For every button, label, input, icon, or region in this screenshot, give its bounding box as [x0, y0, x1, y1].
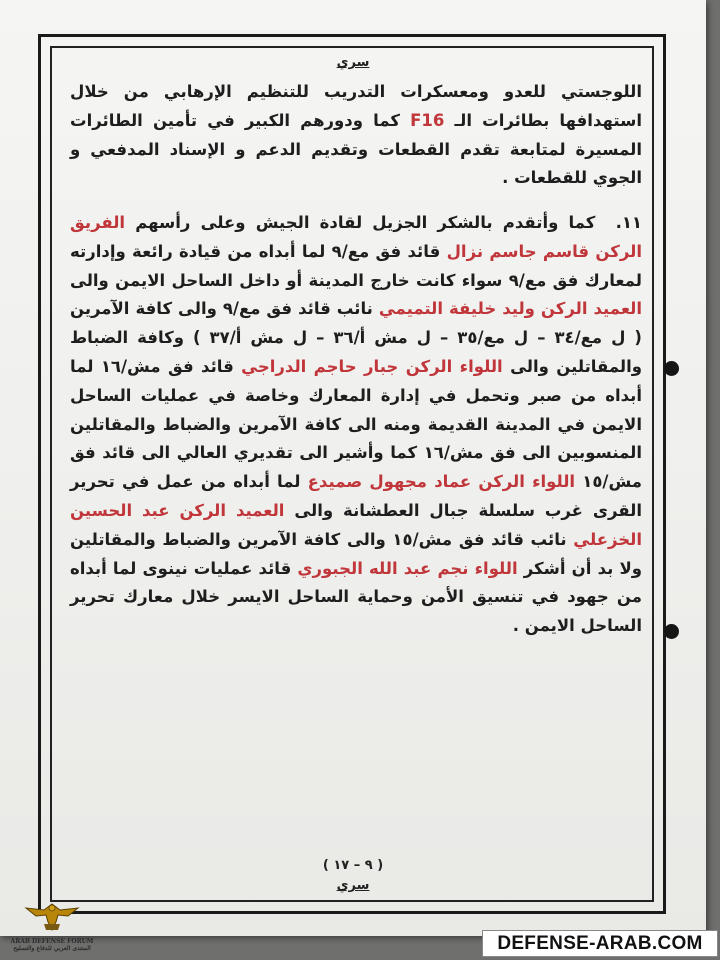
paragraph-segment: كما ودورهم الكبير في تأمين الطائرات المسيرة لمتابعة تقدم القطعات وتقديم الدعم و الإسناد المدفعي و الجوي للقطعات . [70, 110, 642, 188]
forum-logo [4, 900, 100, 956]
paragraph-segment: كما وأتقدم بالشكر الجزيل لقادة الجيش وعلى رأسهم [125, 213, 596, 232]
paragraph-11 [70, 209, 642, 641]
paragraph-segment: قائد فق مش/١٦ لما أبداه من صبر وتحمل في إدارة المعارك وخاصة في عمليات الساحل الايمن في المدينة القديمة ومنه الى كافة الآمرين والضباط والمقاتلين المنسوبين الى فق مش/١٦ كما وأشير الى تقديري العالي الى قائد فق مش/١٥ [70, 356, 642, 492]
paragraph-continued [70, 78, 642, 193]
paragraph-segment: قائد عمليات نينوى لما أبداه من جهود في تنسيق الأمن وحماية الساحل الايسر خلال معارك تحرير الساحل الايمن . [70, 558, 642, 636]
page-number: ( ٩ – ١٧ ) [322, 858, 384, 873]
classification-header [0, 55, 706, 70]
eagle-emblem-icon [22, 900, 82, 934]
commander-name: اللواء الركن عماد مجهول صميدع [307, 472, 576, 492]
classification-label: سري [336, 878, 370, 893]
commander-name: اللواء الركن جبار حاجم الدراجي [241, 356, 503, 376]
commander-name: العميد الركن وليد خليفة التميمي [378, 299, 642, 319]
commander-name: العميد الركن عبد الحسين الخزعلي [70, 500, 643, 549]
punch-hole [664, 361, 679, 376]
paragraph-segment: نائب قائد فق مع/٩ والى كافة الآمرين ( ل مع/٣٤ – ل مع/٣٥ – ل مش أ/٣٦ – ل مش أ/٣٧ ) وكافة الضباط والمقاتلين والى [70, 299, 643, 376]
punch-hole [664, 624, 679, 639]
paragraph-number: ١١. [615, 213, 643, 232]
aircraft-designation: F16 [410, 110, 445, 130]
commander-name: اللواء نجم عبد الله الجبوري [297, 558, 518, 578]
paragraph-segment: لما أبداه من عمل في تحرير القرى غرب سلسلة جبال العطشانة والى [70, 472, 642, 520]
logo-subtitle: المنتدى العربي للدفاع والتسليح [13, 945, 91, 952]
site-watermark: DEFENSE-ARAB.COM [482, 930, 718, 957]
classification-footer [0, 878, 706, 893]
classification-label: سري [336, 55, 370, 70]
paragraph-segment: نائب قائد فق مش/١٥ والى كافة الآمرين والضباط والمقاتلين ولا بد أن أشكر [70, 529, 642, 578]
paragraph-segment: اللوجستي للعدو ومعسكرات التدريب للتنظيم الإرهابي من خلال استهدافها بطائرات الـ [70, 82, 642, 130]
paragraph-segment: قائد فق مع/٩ لما أبداه من قيادة رائعة وإدارته لمعارك فق مع/٩ سواء كانت خارج المدينة أو داخل الساحل الايمن والى [70, 241, 642, 290]
logo-title: ARAB DEFENSE FORUM [10, 938, 94, 945]
commander-name: الفريق الركن قاسم جاسم نزال [70, 213, 642, 261]
